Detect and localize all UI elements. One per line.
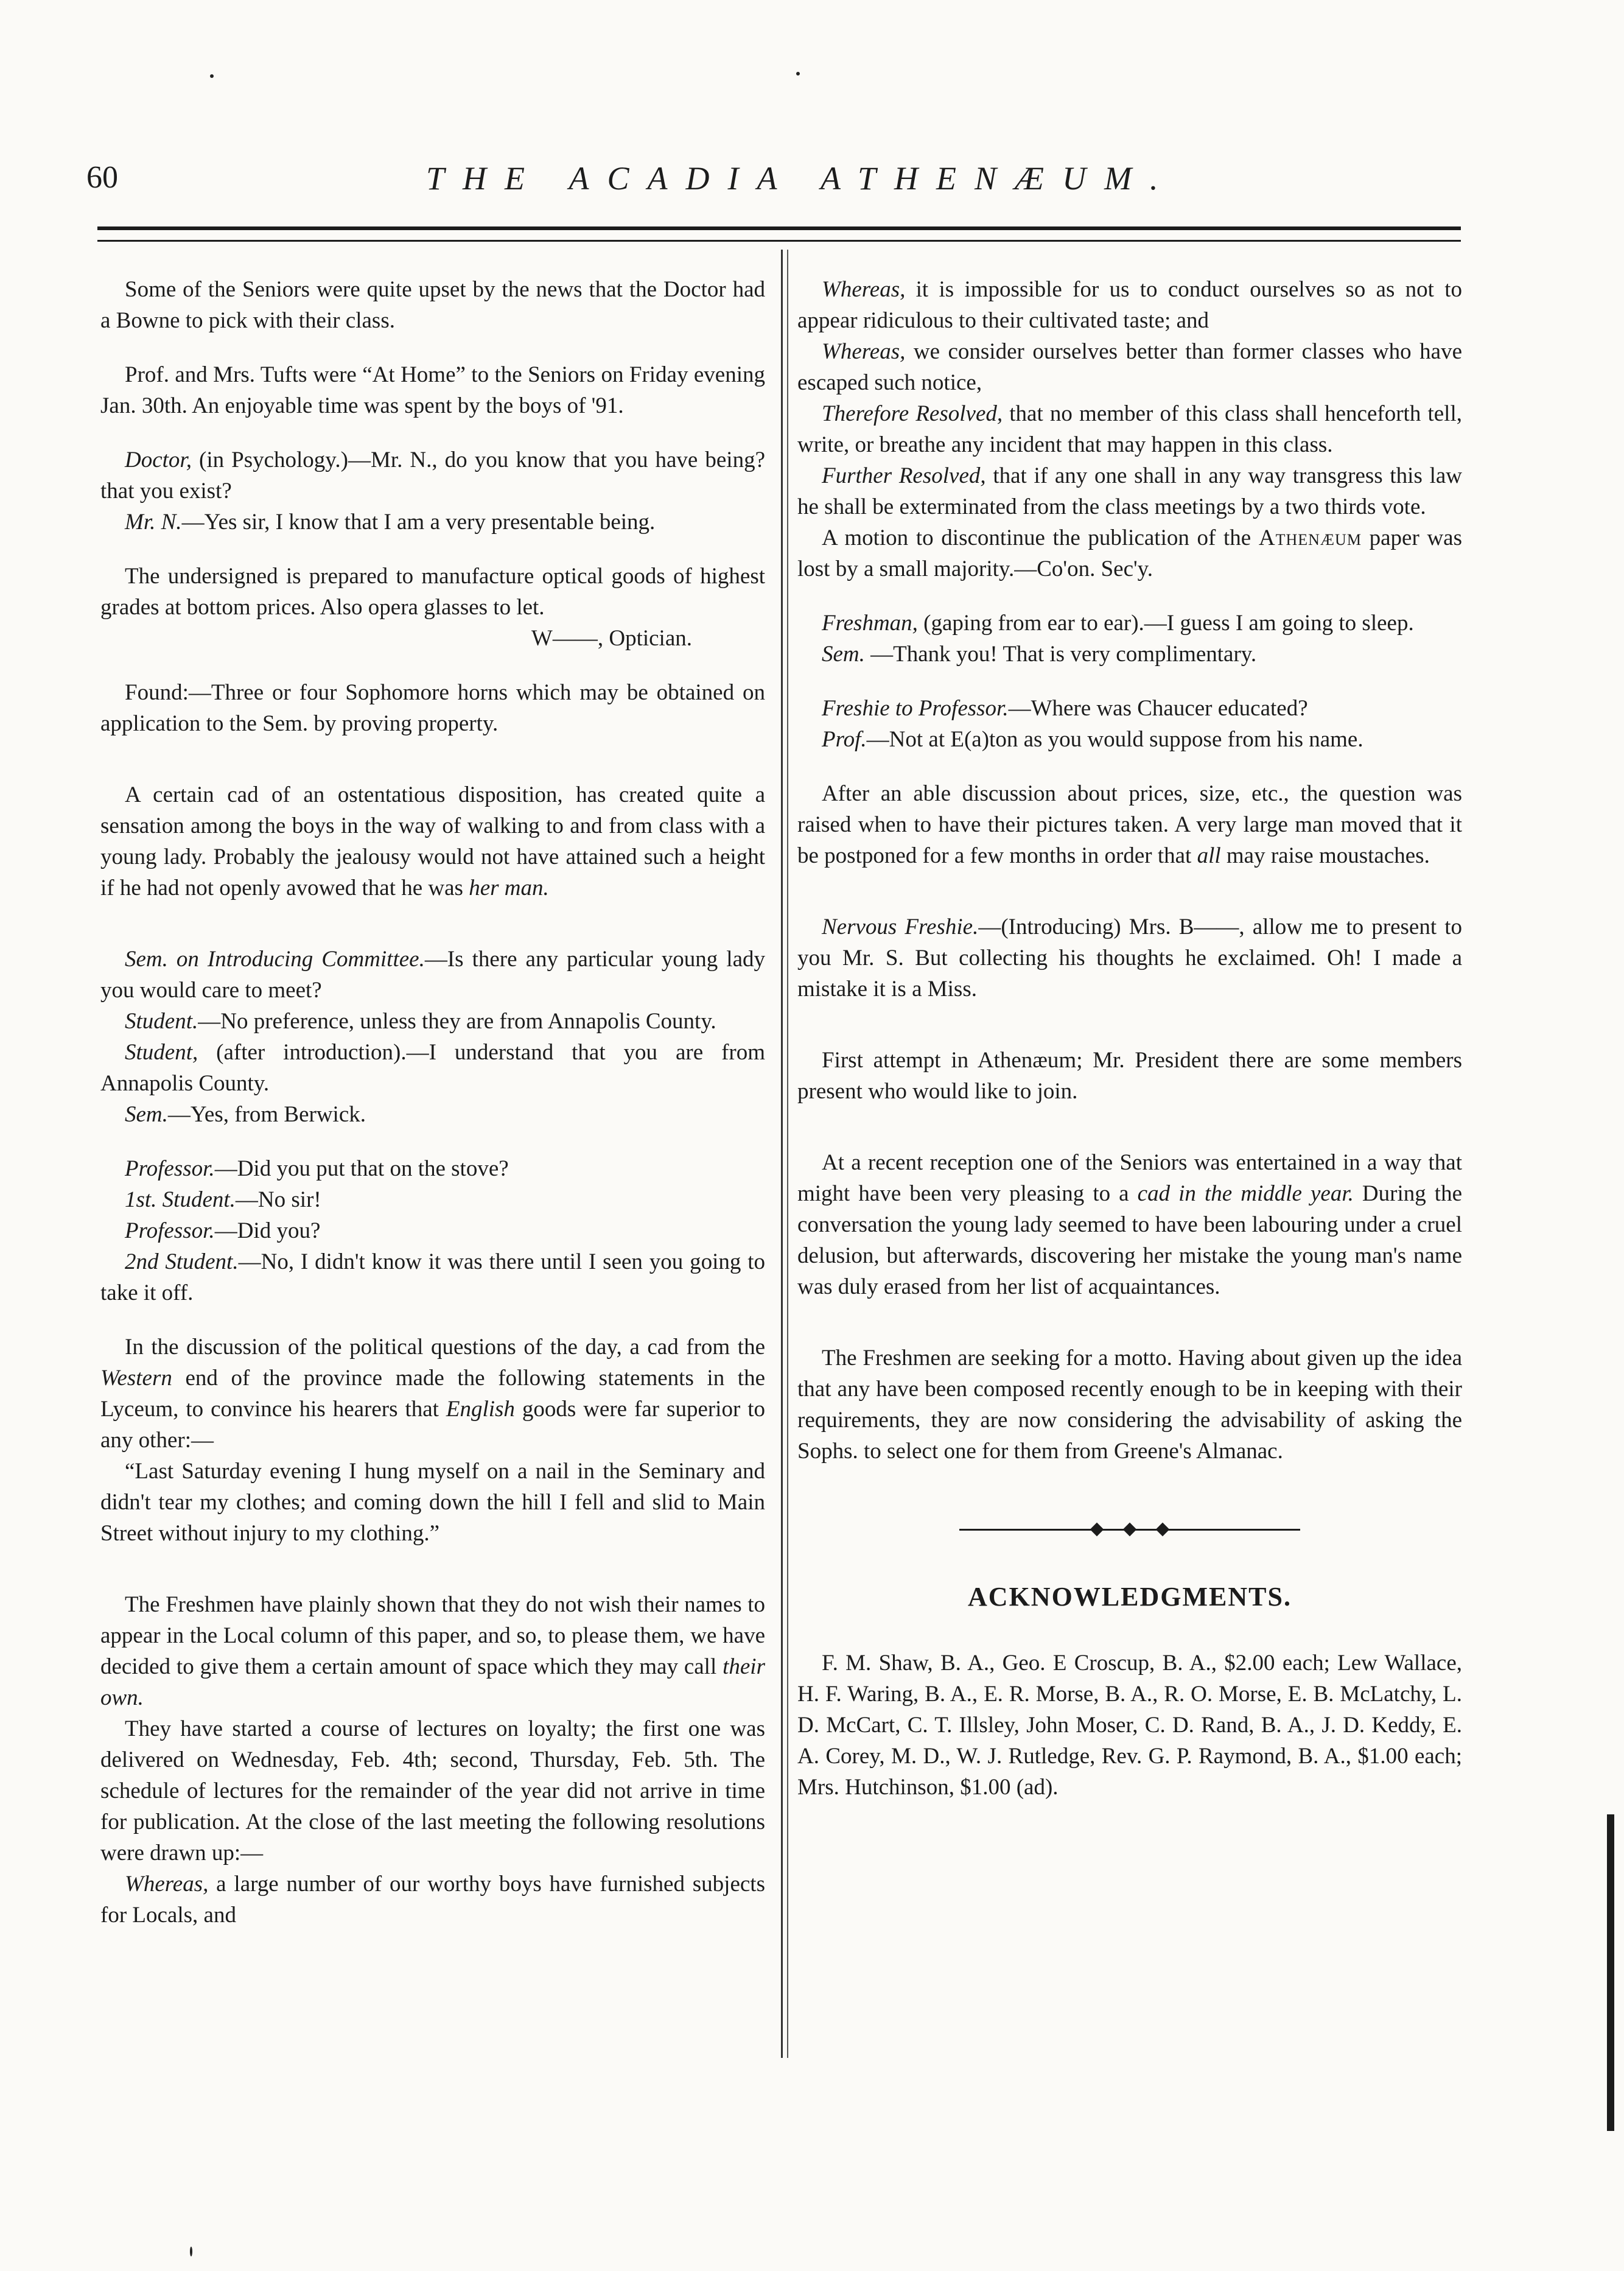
- speaker: Sem. on Introducing Committee.: [125, 947, 425, 972]
- speaker: Sem.: [822, 642, 865, 667]
- paragraph: After an able discussion about prices, size, etc., the question was raised when to have their pictures taken. A very large man moved that it be postponed for a few months in order that all may raise moustaches.: [797, 781, 1462, 868]
- dialogue-line: Prof.—Not at E(a)ton as you would suppose from his name.: [822, 727, 1363, 752]
- speaker: Therefore Resolved,: [822, 401, 1003, 426]
- print-speck: [210, 74, 214, 78]
- page-number: 60: [86, 160, 118, 195]
- paragraph: First attempt in Athenæum; Mr. President there are some members present who would like to join.: [797, 1048, 1462, 1104]
- paragraph: In the discussion of the political questions of the day, a cad from the Western end of the province made the following statements in the Lyceum, to convince his hearers that English goods were far superior to any other:—: [100, 1335, 766, 1453]
- dialogue-line: Sem. on Introducing Committee.—Is there any particular young lady you would care to meet?: [100, 947, 765, 1003]
- resolution: Therefore Resolved, that no member of this class shall henceforth tell, write, or breathe any incident that may happen in this class.: [797, 401, 1462, 457]
- margin-bar: [1607, 1814, 1614, 2131]
- quotation: “Last Saturday evening I hung myself on a nail in the Seminary and didn't tear my clothes; and coming down the hill I fell and slid to Main Street without injury to my clothing.”: [100, 1459, 765, 1546]
- page-header: [0, 160, 1624, 208]
- right-column: [797, 274, 1462, 1803]
- speaker: Professor.: [125, 1156, 215, 1181]
- speaker: 1st. Student.: [125, 1187, 236, 1212]
- speaker: Student,: [125, 1040, 198, 1065]
- header-rule-thick: [97, 226, 1461, 230]
- dialogue-line: Professor.—Did you put that on the stove?: [125, 1156, 509, 1181]
- dialogue-line: Sem. —Thank you! That is very complimentary.: [822, 642, 1257, 667]
- resolution: Whereas, we consider ourselves better than former classes who have escaped such notice,: [797, 339, 1462, 395]
- speaker: Freshman,: [822, 611, 918, 636]
- acknowledgments-heading: ACKNOWLEDGMENTS.: [968, 1582, 1292, 1612]
- paragraph: Some of the Seniors were quite upset by the news that the Doctor had a Bowne to pick with their class.: [100, 277, 765, 333]
- acknowledgments-text: F. M. Shaw, B. A., Geo. E Croscup, B. A., $2.00 each; Lew Wallace, H. F. Waring, B. A., E. R. Morse, B. A., R. O. Morse, E. B. McLatchy, L. D. McCart, C. T. Illsley, John Moser, C. D. Rand, B. A., J. D. Keddy, E. A. Corey, M. D., W. J. Rutledge, Rev. G. P. Raymond, B. A., $1.00 each; Mrs. Hutchinson, $1.00 (ad).: [797, 1651, 1462, 1800]
- dialogue-line: Mr. N.—Yes sir, I know that I am a very presentable being.: [125, 510, 656, 535]
- dialogue-line: Student.—No preference, unless they are from Annapolis County.: [125, 1009, 716, 1034]
- speaker: Professor.: [125, 1218, 215, 1243]
- ornamental-divider: [959, 1520, 1300, 1539]
- dialogue-line: Freshie to Professor.—Where was Chaucer educated?: [822, 696, 1308, 721]
- speaker: Whereas,: [125, 1872, 209, 1897]
- paragraph: A certain cad of an ostentatious disposition, has created quite a sensation among the boys in the way of walking to and from class with a young lady. Probably the jealousy would not have attained such a height if he had not openly avowed that he was her man.: [100, 782, 765, 900]
- paragraph: The Freshmen have plainly shown that they do not wish their names to appear in the Local column of this paper, and so, to please them, we have decided to give them a certain amount of space which they may call their own.: [100, 1592, 765, 1710]
- speaker: Doctor,: [125, 448, 192, 472]
- print-speck: [796, 72, 800, 75]
- speaker: Mr. N.: [125, 510, 182, 535]
- paragraph: A motion to discontinue the publication of the Athenæum paper was lost by a small majority.—Co'on. Sec'y.: [797, 525, 1462, 581]
- dialogue-line: Student, (after introduction).—I understand that you are from Annapolis County.: [100, 1040, 765, 1096]
- paragraph: Found:—Three or four Sophomore horns which may be obtained on application to the Sem. by proving property.: [100, 680, 765, 736]
- paragraph: The Freshmen are seeking for a motto. Having about given up the idea that any have been composed recently enough to be in keeping with their requirements, they are now considering the advisability of asking the Sophs. to select one for them from Greene's Almanac.: [797, 1346, 1462, 1464]
- print-speck: [190, 2247, 192, 2256]
- paragraph: Nervous Freshie.—(Introducing) Mrs. B——, allow me to present to you Mr. S. But collecting his thoughts he exclaimed. Oh! I made a mistake it is a Miss.: [797, 914, 1462, 1002]
- resolution: Whereas, a large number of our worthy boys have furnished subjects for Locals, and: [100, 1872, 765, 1928]
- speaker: Sem.: [125, 1102, 168, 1127]
- resolution: Further Resolved, that if any one shall in any way transgress this law he shall be exterminated from the class meetings by a two thirds vote.: [797, 463, 1463, 519]
- speaker: Whereas,: [822, 277, 906, 302]
- signature: W——, Optician.: [531, 626, 692, 651]
- header-rule-thin: [97, 240, 1461, 242]
- speaker: Freshie to Professor.: [822, 696, 1009, 721]
- dialogue-line: Sem.—Yes, from Berwick.: [125, 1102, 366, 1127]
- column-divider: [781, 250, 783, 2058]
- resolution: Whereas, it is impossible for us to conduct ourselves so as not to appear ridiculous to their cultivated taste; and: [797, 277, 1462, 333]
- paragraph: At a recent reception one of the Seniors was entertained in a way that might have been very pleasing to a cad in the middle year. During the conversation the young lady seemed to have been labouring under a cruel delusion, but afterwards, discovering her mistake the young man's name was duly erased from her list of acquaintances.: [797, 1150, 1463, 1299]
- speaker: Prof.: [822, 727, 867, 752]
- dialogue-line: 2nd Student.—No, I didn't know it was there until I seen you going to take it off.: [100, 1249, 766, 1305]
- speaker: Student.: [125, 1009, 198, 1034]
- running-title: THE ACADIA ATHENÆUM.: [426, 160, 1177, 197]
- dialogue-line: 1st. Student.—No sir!: [125, 1187, 321, 1212]
- speaker: 2nd Student.: [125, 1249, 239, 1274]
- dialogue-line: Freshman, (gaping from ear to ear).—I guess I am going to sleep.: [822, 611, 1414, 636]
- paragraph: Prof. and Mrs. Tufts were “At Home” to the Seniors on Friday evening Jan. 30th. An enjoyable time was spent by the boys of '91.: [100, 362, 765, 418]
- paragraph: They have started a course of lectures on loyalty; the first one was delivered on Wednesday, Feb. 4th; second, Thursday, Feb. 5th. The schedule of lectures for the remainder of the year did not arrive in time for publication. At the close of the last meeting the following resolutions were drawn up:—: [100, 1716, 765, 1866]
- speaker: Further Resolved,: [822, 463, 986, 488]
- column-divider: [787, 250, 788, 2058]
- speaker: Whereas,: [822, 339, 906, 364]
- left-column: [100, 274, 765, 1931]
- dialogue-line: Doctor, (in Psychology.)—Mr. N., do you know that you have being? that you exist?: [100, 448, 765, 504]
- dialogue-line: Professor.—Did you?: [125, 1218, 321, 1243]
- speaker: Nervous Freshie.: [822, 914, 979, 939]
- paragraph: The undersigned is prepared to manufacture optical goods of highest grades at bottom prices. Also opera glasses to let.: [100, 564, 765, 620]
